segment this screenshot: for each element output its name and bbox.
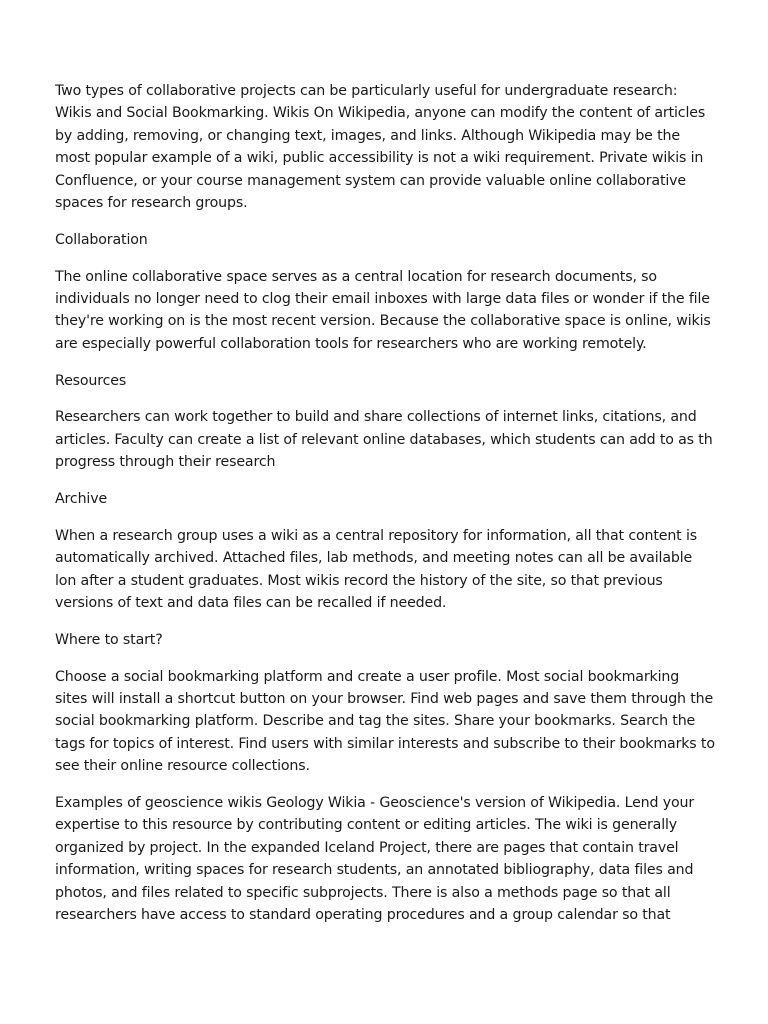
where-to-start-heading: Where to start? xyxy=(55,631,163,648)
document-page xyxy=(55,80,715,941)
collaboration-heading: Collaboration xyxy=(55,231,148,248)
resources-paragraph: Researchers can work together to build and share collections of internet links, citations, and articles. Faculty can create a list of relevant online databases, which students can add to as th progress through their research xyxy=(55,409,713,471)
archive-heading: Archive xyxy=(55,491,108,508)
archive-paragraph: When a research group uses a wiki as a central repository for information, all that content is automatically archived. Attached files, lab methods, and meeting notes can all be available lon after a student graduates. Most wikis record the history of the site, so that previous versions of text and data files can be recalled if needed. xyxy=(55,527,697,612)
intro-paragraph: Two types of collaborative projects can be particularly useful for undergraduate research: Wikis and Social Bookmarking. Wikis On Wikipedia, anyone can modify the content of articles by adding, removing, or changing text, images, and links. Although Wikipedia may be the most popular example of a wiki, public accessibility is not a wiki requirement. Private wikis in Confluence, or your course management system can provide valuable online collaborative spaces for research groups. xyxy=(55,83,706,212)
collaboration-paragraph: The online collaborative space serves as a central location for research documents, so individuals no longer need to clog their email inboxes with large data files or wonder if the file they're working on is the most recent version. Because the collaborative space is online, wikis are especially powerful collaboration tools for researchers who are working remotely. xyxy=(55,268,711,352)
where-to-start-paragraph: Choose a social bookmarking platform and create a user profile. Most social bookmarking sites will install a shortcut button on your browser. Find web pages and save them through the social bookmarking platform. Describe and tag the sites. Share your bookmarks. Search the tags for topics of interest. Find users with similar interests and subscribe to their bookmarks to see their online resource collections. xyxy=(55,668,715,775)
geoscience-wikis-paragraph: Examples of geoscience wikis Geology Wikia - Geoscience's version of Wikipedia. Lend your expertise to this resource by contributing content or editing articles. The wiki is generally organized by project. In the expanded Iceland Project, there are pages that contain travel information, writing spaces for research students, an annotated bibliography, data files and photos, and files related to specific subprojects. There is also a methods page so that all researchers have access to standard operating procedures and a group calendar so that xyxy=(55,795,695,924)
resources-heading: Resources xyxy=(55,372,127,389)
